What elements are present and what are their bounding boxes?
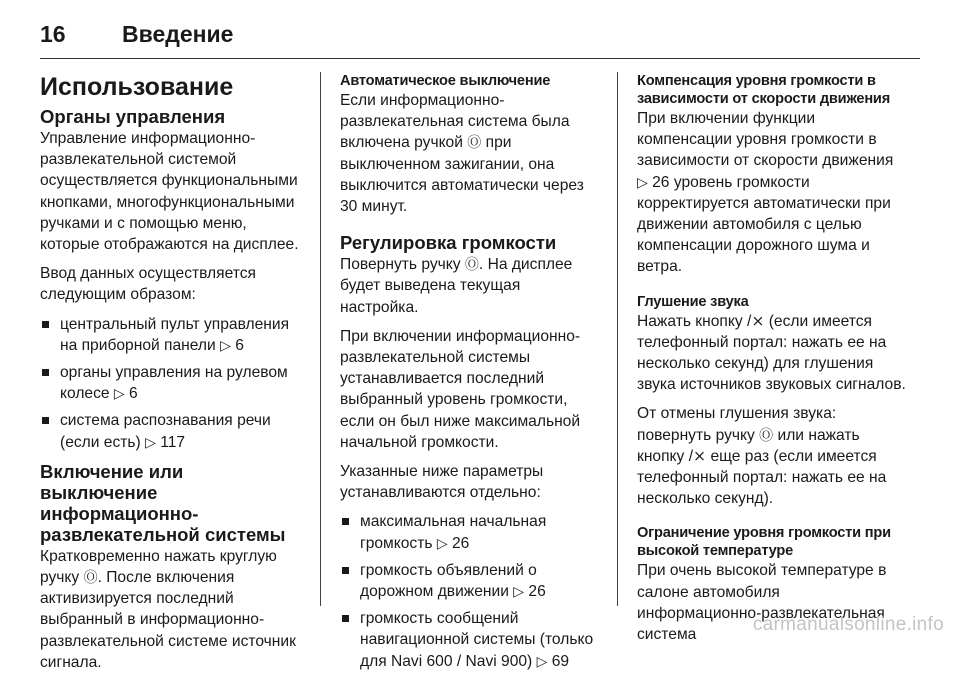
page-ref[interactable]: 117 (160, 433, 186, 451)
input-methods-list (40, 314, 302, 453)
paragraph-text: при выключенном зажигании, она выключится автоматически через 30 минут. (340, 134, 584, 216)
list-item-text: максимальная начальная громкость (360, 513, 547, 552)
page-ref-arrow-icon: ▷ (637, 173, 648, 190)
list-item (40, 314, 302, 356)
page-ref-arrow-icon: ▷ (113, 385, 125, 402)
bullet-square-icon (42, 369, 49, 376)
paragraph-text: При включении функции компенсации уровня громкости в зависимости от скорости движения (637, 110, 894, 170)
page-ref-arrow-icon: ▷ (436, 534, 448, 551)
list-item-text: органы управления на рулевом колесе (60, 364, 288, 403)
page-ref[interactable]: 26 (528, 583, 546, 601)
paragraph: Управление информационно-развлекательной системой осуществляется функциональными кнопками, многофункциональными ручками и с помощью меню, которые отображаются на дисплее. (40, 130, 299, 254)
paragraph: При включении информационно-развлекательной системы устанавливается последний выбранный уровень громкости, если он был ниже максимальной начальной громкости. (340, 327, 581, 451)
column-1 (40, 72, 302, 681)
page-ref-arrow-icon: ▷ (220, 336, 231, 353)
header-divider (40, 58, 920, 59)
paragraph-text: уровень громкости корректируется автоматически при движении автомобиля с целью компенсации дорожного шума и ветра. (637, 173, 891, 276)
mute-icon: /⨯ (688, 447, 707, 465)
paragraph-text: От отмены глушения звука: повернуть ручку (637, 405, 837, 444)
knob-icon: Ⓞ (83, 569, 98, 586)
paragraph-text: или нажать кнопку (637, 426, 860, 465)
heading-high-temp: Ограничение уровня громкости при высокой температуре (637, 525, 891, 560)
page-ref[interactable]: 26 (451, 534, 470, 552)
page-header (40, 14, 233, 54)
heading-mute: Глушение звука (637, 293, 749, 310)
paragraph (340, 90, 602, 217)
heading-volume: Регулировка громкости (340, 232, 557, 254)
paragraph (340, 254, 602, 318)
section-title: Использование (40, 73, 234, 101)
page-ref-arrow-icon: ▷ (536, 652, 548, 669)
knob-icon: Ⓞ (467, 134, 482, 151)
heading-controls: Органы управления (40, 106, 226, 127)
volume-params-list (340, 511, 602, 671)
page-ref[interactable]: 6 (129, 385, 138, 403)
paragraph (637, 311, 907, 396)
paragraph-text: Кратковременно нажать круглую ручку (40, 547, 277, 587)
knob-icon: Ⓞ (759, 426, 774, 443)
list-item (340, 560, 602, 602)
bullet-square-icon (342, 615, 349, 622)
mute-icon: /⨯ (746, 312, 765, 330)
page-ref[interactable]: 26 (652, 173, 670, 191)
paragraph: Ввод данных осуществляется следующим образом: (40, 265, 256, 304)
knob-icon: Ⓞ (464, 256, 479, 273)
heading-speed-compensation: Компенсация уровня громкости в зависимости от скорости движения (637, 73, 891, 107)
page-ref[interactable]: 69 (551, 652, 570, 670)
paragraph-text: . После включения активизируется последний выбранный в информационно-развлекательной системе источник сигнала. (40, 569, 296, 671)
paragraph-text: Повернуть ручку (340, 256, 461, 274)
paragraph (40, 546, 302, 673)
column-divider-1 (320, 72, 321, 606)
paragraph: При очень высокой температуре в салоне автомобиля информационно-развлекательная система (637, 562, 887, 644)
column-divider-2 (617, 72, 618, 606)
column-2 (340, 72, 602, 680)
watermark: carmanualsonline.info (752, 614, 944, 635)
list-item (340, 608, 602, 672)
bullet-square-icon (342, 518, 349, 525)
list-item-text: громкость сообщений навигационной системы (только для Navi 600 / Navi 900) (360, 610, 594, 670)
list-item-text: громкость объявлений о дорожном движении (360, 561, 537, 601)
heading-on-off: Включение или выключение информационно-развлекательной системы (40, 460, 286, 545)
bullet-square-icon (342, 567, 349, 574)
paragraph (637, 403, 907, 509)
list-item (40, 362, 302, 404)
list-item-text: центральный пульт управления на приборной панели (60, 315, 290, 354)
paragraph-text: еще раз (если имеется телефонный портал: нажать ее на несколько секунд). (637, 447, 887, 508)
chapter-title: Введение (122, 20, 234, 47)
page-ref-arrow-icon: ▷ (145, 433, 156, 450)
paragraph (637, 108, 907, 278)
page-ref-arrow-icon: ▷ (513, 583, 525, 600)
paragraph-text: Если информационно-развлекательная система была включена ручкой (340, 92, 570, 152)
paragraph-text: (если имеется телефонный портал: нажать ее на несколько секунд) для глушения звука источников звуковых сигналов. (637, 312, 906, 394)
list-item (40, 410, 302, 452)
paragraph-text: . На дисплее будет выведена текущая настройка. (340, 256, 573, 316)
paragraph: Указанные ниже параметры устанавливаются отдельно: (340, 463, 544, 502)
list-item (340, 511, 602, 553)
heading-auto-off: Автоматическое выключение (340, 73, 551, 89)
list-item-text: система распознавания речи (если есть) (60, 412, 271, 451)
column-3 (637, 72, 907, 653)
page-ref[interactable]: 6 (235, 336, 244, 354)
bullet-square-icon (42, 321, 49, 328)
bullet-square-icon (42, 417, 49, 424)
paragraph-text: Нажать кнопку (637, 312, 743, 330)
page-number: 16 (40, 20, 66, 47)
